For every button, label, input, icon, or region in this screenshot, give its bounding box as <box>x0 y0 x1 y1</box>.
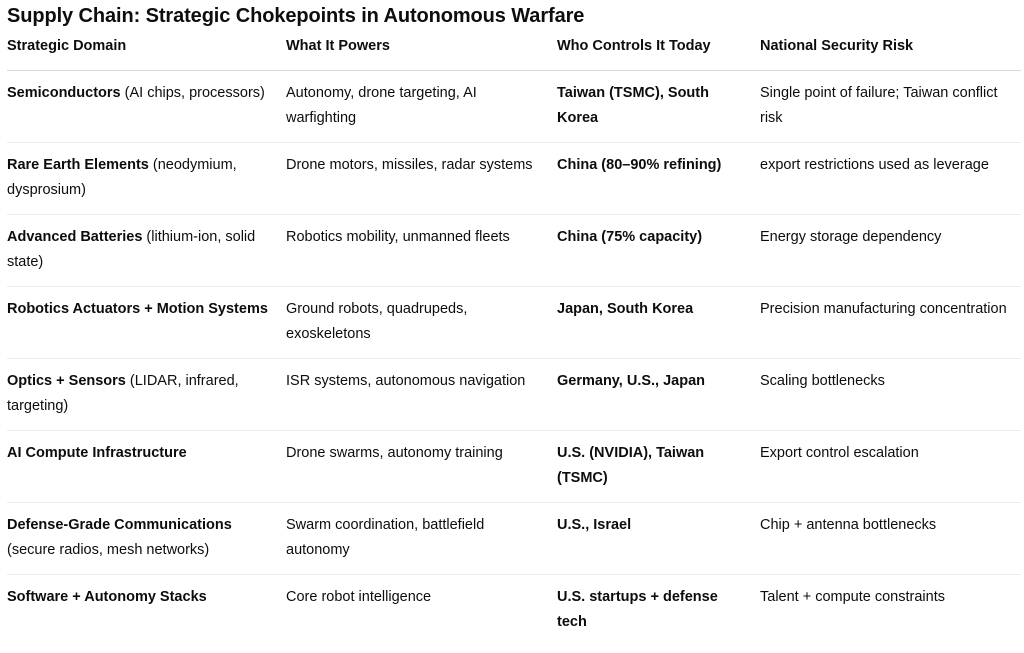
domain-name: Optics + Sensors <box>7 373 126 389</box>
cell-powers: Ground robots, quadrupeds, exoskeletons <box>286 287 557 359</box>
cell-risk: export restrictions used as leverage <box>760 143 1021 215</box>
cell-powers: Drone motors, missiles, radar systems <box>286 143 557 215</box>
cell-controls: U.S. startups + defense tech <box>557 589 718 630</box>
cell-controls: China (75% capacity) <box>557 215 760 287</box>
cell-risk: Chip + antenna bottlenecks <box>760 503 1021 575</box>
cell-controls: Germany, U.S., Japan <box>557 359 760 431</box>
domain-name: Advanced Batteries <box>7 229 143 245</box>
cell-risk: Talent + compute constraints <box>760 589 945 605</box>
domain-name: Software + Autonomy Stacks <box>7 589 207 605</box>
cell-domain <box>7 71 286 143</box>
cell-powers: ISR systems, autonomous navigation <box>286 359 557 431</box>
table-row <box>7 431 1021 503</box>
cell-powers: Drone swarms, autonomy training <box>286 431 557 503</box>
cell-powers: Autonomy, drone targeting, AI warfighting <box>286 71 557 143</box>
domain-detail: (secure radios, mesh networks) <box>7 542 210 558</box>
domain-name: Semiconductors <box>7 85 121 101</box>
table-row <box>7 215 1021 287</box>
cell-powers: Core robot intelligence <box>286 589 432 605</box>
cell-risk: Scaling bottlenecks <box>760 359 1021 431</box>
cell-controls: U.S., Israel <box>557 503 760 575</box>
cell-controls: Japan, South Korea <box>557 287 760 359</box>
chokepoints-table <box>7 38 1021 646</box>
cell-risk: Energy storage dependency <box>760 215 1021 287</box>
table-row <box>7 287 1021 359</box>
table-row <box>7 575 1021 647</box>
cell-domain <box>7 575 286 647</box>
domain-detail: (neodymium, dysprosium) <box>7 157 237 198</box>
cell-controls: China (80–90% refining) <box>557 143 760 215</box>
cell-risk: Precision manufacturing concentration <box>760 287 1021 359</box>
header-strategic-domain: Strategic Domain <box>7 38 286 71</box>
domain-name: Robotics Actuators + Motion Systems <box>7 301 268 317</box>
cell-risk: Single point of failure; Taiwan conflict risk <box>760 71 1021 143</box>
domain-name: Defense-Grade Communications <box>7 517 232 533</box>
page-title: Supply Chain: Strategic Chokepoints in Autonomous Warfare <box>7 5 585 27</box>
cell-powers: Swarm coordination, battlefield autonomy <box>286 503 557 575</box>
domain-name: AI Compute Infrastructure <box>7 445 187 461</box>
cell-domain <box>7 359 286 431</box>
cell-controls: Taiwan (TSMC), South Korea <box>557 71 760 143</box>
cell-risk: Export control escalation <box>760 431 1021 503</box>
cell-controls: U.S. (NVIDIA), Taiwan (TSMC) <box>557 431 760 503</box>
table-row <box>7 359 1021 431</box>
table-row <box>7 71 1021 143</box>
cell-powers: Robotics mobility, unmanned fleets <box>286 215 557 287</box>
cell-domain <box>7 215 286 287</box>
domain-detail: (AI chips, processors) <box>120 85 265 101</box>
domain-detail: (LIDAR, infrared, targeting) <box>7 373 239 414</box>
domain-detail: (lithium-ion, solid state) <box>7 229 256 270</box>
header-who-controls: Who Controls It Today <box>557 38 760 71</box>
domain-name: Rare Earth Elements <box>7 157 149 173</box>
header-what-it-powers: What It Powers <box>286 38 557 71</box>
cell-domain <box>7 287 286 359</box>
table-row <box>7 503 1021 575</box>
header-security-risk: National Security Risk <box>760 38 1021 71</box>
cell-domain <box>7 503 286 575</box>
table-row <box>7 143 1021 215</box>
table-header-row <box>7 38 1021 71</box>
cell-domain <box>7 143 286 215</box>
cell-domain <box>7 431 286 503</box>
